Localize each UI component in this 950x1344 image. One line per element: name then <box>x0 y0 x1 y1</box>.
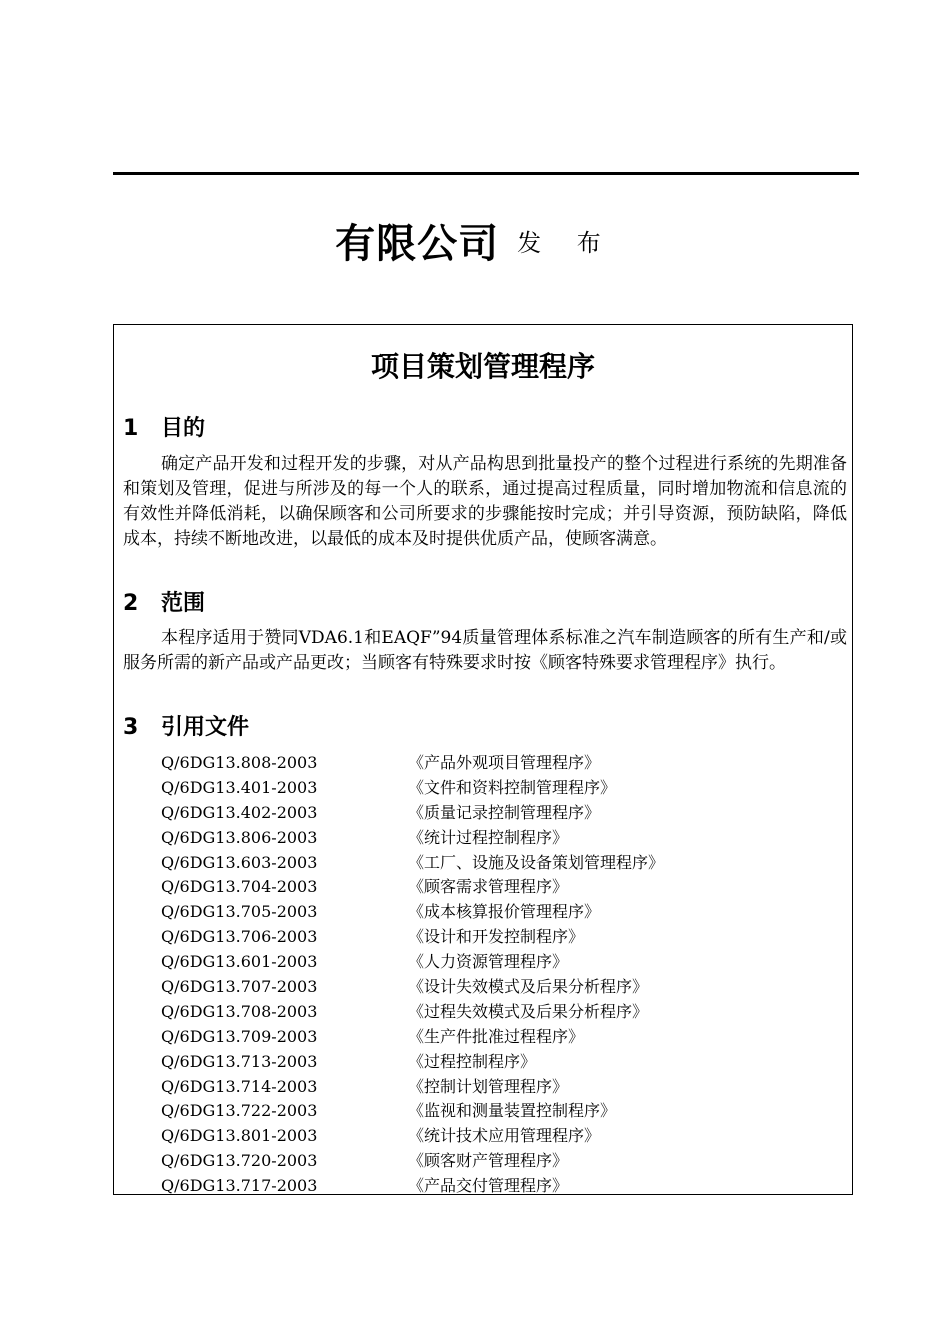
reference-code: Q/6DG13.402-2003 <box>161 802 318 822</box>
reference-row <box>161 851 664 876</box>
reference-code: Q/6DG13.713-2003 <box>161 1051 318 1071</box>
reference-title: 《文件和资料控制管理程序》 <box>408 777 617 797</box>
reference-title: 《过程失效模式及后果分析程序》 <box>408 1001 649 1021</box>
company-name: 有限公司 <box>335 221 500 267</box>
reference-title: 《顾客财产管理程序》 <box>408 1151 569 1171</box>
section-heading-purpose <box>123 411 205 442</box>
reference-code: Q/6DG13.808-2003 <box>161 753 318 772</box>
reference-title: 《统计过程控制程序》 <box>408 827 569 847</box>
reference-code: Q/6DG13.704-2003 <box>161 877 318 897</box>
reference-list <box>161 751 664 1199</box>
reference-title: 《监视和测量装置控制程序》 <box>408 1101 617 1121</box>
reference-row <box>161 1174 664 1199</box>
reference-code: Q/6DG13.603-2003 <box>161 852 318 872</box>
reference-title: 《设计和开发控制程序》 <box>408 927 585 947</box>
reference-title: 《产品外观项目管理程序》 <box>408 753 601 772</box>
reference-row <box>161 1000 664 1025</box>
reference-row <box>161 975 664 1000</box>
reference-code: Q/6DG13.708-2003 <box>161 1001 318 1021</box>
reference-title: 《成本核算报价管理程序》 <box>408 902 601 922</box>
reference-code: Q/6DG13.706-2003 <box>161 927 318 947</box>
section-text-purpose: 确定产品开发和过程开发的步骤，对从产品构思到批量投产的整个过程进行系统的先期准备和策划及管理，促进与所涉及的每一个人的联系，通过提高过程质量，同时增加物流和信息流的有效性并降低消耗，以确保顾客和公司所要求的步骤能按时完成；并引导资源，预防缺陷，降低成本，持续不断地改进，以最低的成本及时提供优质产品，使顾客满意。 <box>123 454 847 549</box>
reference-row <box>161 751 664 776</box>
reference-code: Q/6DG13.714-2003 <box>161 1076 318 1096</box>
reference-row <box>161 776 664 801</box>
section-heading-scope <box>123 586 205 617</box>
reference-code: Q/6DG13.707-2003 <box>161 977 318 997</box>
reference-title: 《过程控制程序》 <box>408 1051 537 1071</box>
reference-row <box>161 1099 664 1124</box>
reference-row <box>161 1075 664 1100</box>
section-title: 引用文件 <box>161 715 250 740</box>
section-number: 3 <box>123 715 139 740</box>
reference-row <box>161 826 664 851</box>
reference-title: 《产品交付管理程序》 <box>408 1176 569 1196</box>
reference-row <box>161 801 664 826</box>
reference-title: 《人力资源管理程序》 <box>408 952 569 972</box>
reference-title: 《设计失效模式及后果分析程序》 <box>408 977 649 997</box>
document-frame <box>113 324 853 1195</box>
section-number: 1 <box>123 416 139 441</box>
reference-code: Q/6DG13.401-2003 <box>161 777 318 797</box>
section-number: 2 <box>123 591 139 616</box>
publisher-line <box>0 212 950 269</box>
reference-title: 《生产件批准过程程序》 <box>408 1026 585 1046</box>
reference-code: Q/6DG13.720-2003 <box>161 1151 318 1171</box>
reference-row <box>161 1050 664 1075</box>
reference-title: 《控制计划管理程序》 <box>408 1076 569 1096</box>
section-heading-references <box>123 710 249 741</box>
reference-code: Q/6DG13.709-2003 <box>161 1026 318 1046</box>
reference-title: 《质量记录控制管理程序》 <box>408 802 601 822</box>
section-title: 目的 <box>161 416 206 441</box>
reference-row <box>161 900 664 925</box>
reference-row <box>161 925 664 950</box>
reference-code: Q/6DG13.806-2003 <box>161 827 318 847</box>
reference-title: 《统计技术应用管理程序》 <box>408 1126 601 1146</box>
section-text-scope: 本程序适用于赞同VDA6.1和EAQF”94质量管理体系标准之汽车制造顾客的所有生产和/或服务所需的新产品或产品更改；当顾客有特殊要求时按《顾客特殊要求管理程序》执行。 <box>123 628 847 673</box>
section-title: 范围 <box>161 591 206 616</box>
reference-code: Q/6DG13.717-2003 <box>161 1176 318 1196</box>
reference-title: 《工厂、设施及设备策划管理程序》 <box>408 852 665 872</box>
reference-row <box>161 875 664 900</box>
reference-code: Q/6DG13.705-2003 <box>161 902 318 922</box>
reference-title: 《顾客需求管理程序》 <box>408 877 569 897</box>
reference-row <box>161 950 664 975</box>
reference-row <box>161 1124 664 1149</box>
reference-row <box>161 1149 664 1174</box>
reference-code: Q/6DG13.722-2003 <box>161 1101 318 1121</box>
reference-code: Q/6DG13.601-2003 <box>161 952 318 972</box>
header-rule <box>113 172 859 175</box>
publish-label: 发 布 <box>517 229 615 257</box>
document-title: 项目策划管理程序 <box>370 350 595 383</box>
reference-row <box>161 1025 664 1050</box>
reference-code: Q/6DG13.801-2003 <box>161 1126 318 1146</box>
